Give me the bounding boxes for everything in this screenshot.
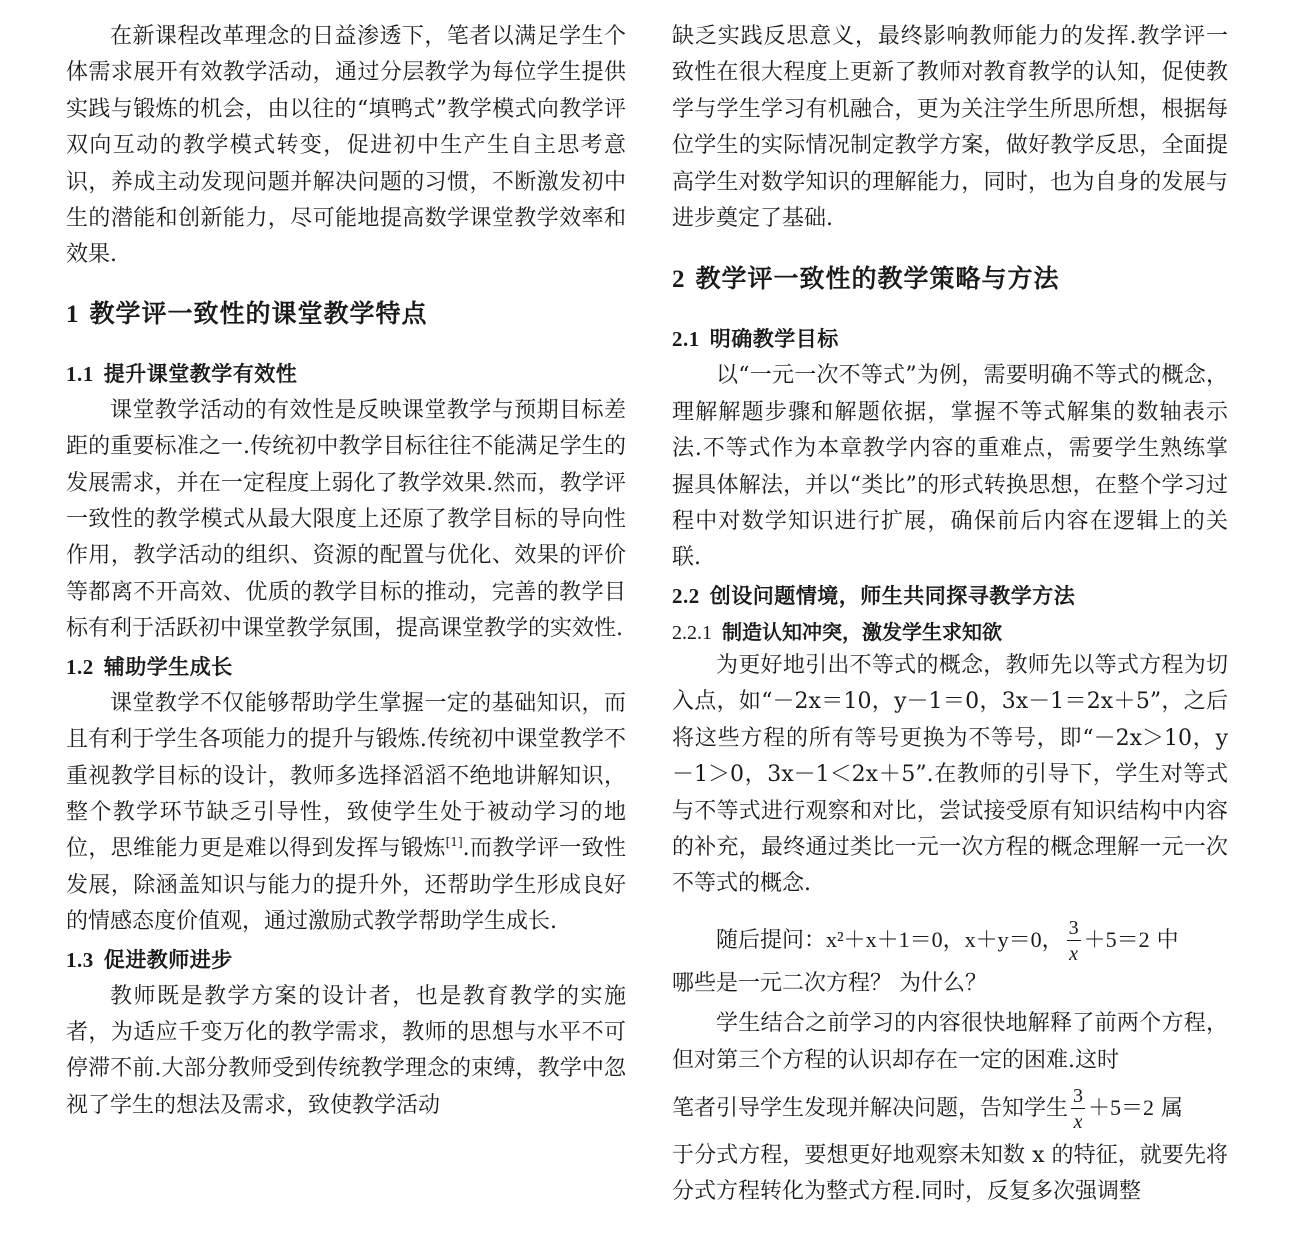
section-1-title: 教学评一致性的课堂教学特点: [89, 298, 428, 328]
conversion-paragraph: 于分式方程，要想更好地观察未知数 x 的特征，就要先将分式方程转化为整式方程.同时，反复多次强调整: [672, 1142, 1228, 1205]
question-equation-tail: ＋5＝2: [1083, 926, 1150, 952]
section-1-2-heading: [66, 652, 626, 682]
section-1-2-text-a: 课堂教学不仅能够帮助学生掌握一定的基础知识，而且有利于学生各项能力的提升与锻炼.传统初中课堂教学不重视教学目标的设计，教师多选择滔滔不绝地讲解知识，整个教学环节缺乏引导性，致使学生处于被动学习的地位，思维能力更是难以得到发挥与锻炼: [66, 690, 626, 862]
section-2-title: 教学评一致性的教学策略与方法: [695, 264, 1060, 294]
section-2-1-title: 明确教学目标: [709, 327, 839, 352]
question-paragraph: [672, 911, 1228, 970]
continued-paragraph: 缺乏实践反思意义，最终影响教师能力的发挥.教学评一致性在很大程度上更新了教师对教育教学的认知，促使教学与学生学习有机融合，更为关注学生所思所想，根据每位学生的实际情况制定教学方案，做好教学反思，全面提高学生对数学知识的理解能力，同时，也为自身的发展与进步奠定了基础.: [672, 24, 1228, 232]
section-1-number: 1: [66, 300, 80, 328]
fraction-denominator: x: [1069, 942, 1079, 965]
guidance-line: [672, 1079, 1228, 1138]
section-1-2-paragraph: [66, 686, 626, 941]
section-2-1-heading: [672, 324, 1228, 354]
guidance-lead: 笔者引导学生发现并解决问题，告知学生: [672, 1095, 1069, 1121]
fraction-denominator-2: x: [1073, 1110, 1083, 1133]
question-trailing: 中: [1149, 927, 1179, 953]
section-2-1-number: 2.1: [672, 327, 700, 352]
section-2-2-1-heading: [672, 617, 1228, 648]
section-2-heading: [672, 263, 1228, 296]
section-2-2-1-number: 2.2.1: [672, 621, 712, 644]
section-1-3-number: 1.3: [66, 947, 94, 972]
question-lead: 随后提问：: [716, 927, 827, 953]
fraction-numerator: 3: [1068, 916, 1079, 939]
section-1-1-title: 提升课堂教学有效性: [103, 361, 298, 386]
section-1-1-number: 1.1: [66, 361, 94, 386]
fraction-3-over-x: [1067, 917, 1081, 965]
student-paragraph: 学生结合之前学习的内容很快地解释了前两个方程，但对第三个方程的认识却存在一定的困难.这时: [672, 1011, 1228, 1073]
section-1-2-text-b: .而教学评一致性发展，除涵盖知识与能力的提升外，还帮助学生形成良好的情感态度价值观，通过激励式教学帮助学生成长.: [66, 836, 626, 935]
guidance-equation-tail: ＋5＝2: [1088, 1094, 1155, 1120]
section-2-number: 2: [672, 266, 686, 294]
section-1-heading: [66, 298, 626, 331]
section-1-3-heading: [66, 945, 626, 975]
question-line-2: 哪些是一元二次方程？ 为什么？: [672, 970, 987, 996]
question-equations: x²＋x＋1＝0，x＋y＝0，: [826, 926, 1064, 952]
left-column: [66, 0, 626, 1124]
fraction-3-over-x-2: [1071, 1085, 1085, 1133]
section-1-1-heading: [66, 359, 626, 389]
section-1-3-paragraph: 教师既是教学方案的设计者，也是教育教学的实施者，为适应千变万化的教学需求，教师的思想与水平不可停滞不前.大部分教师受到传统教学理念的束缚，教学中忽视了学生的想法及需求，致使教学活动: [66, 983, 626, 1118]
guidance-trailing: 属: [1154, 1095, 1184, 1121]
section-2-2-heading: [672, 581, 1228, 611]
section-2-2-1-paragraph: 为更好地引出不等式的概念，教师先以等式方程为切入点，如“－2x＝10，y－1＝0，3x－1＝2x＋5”，之后将这些方程的所有等号更换为不等号，即“－2x＞10，y－1＞0，3x－1＜2x＋5”.在教师的引导下，学生对等式与不等式进行观察和对比，尝试接受原有知识结构中内容的补充，最终通过类比一元一次方程的概念理解一元一次不等式的概念.: [672, 652, 1228, 897]
section-2-2-title: 创设问题情境，师生共同探寻教学方法: [709, 583, 1076, 608]
section-2-2-number: 2.2: [672, 583, 700, 608]
section-1-3-title: 促进教师进步: [103, 947, 233, 972]
fraction-numerator-2: 3: [1073, 1084, 1084, 1107]
right-column: [672, 0, 1228, 1211]
citation-ref: [1]: [445, 835, 463, 850]
section-1-2-title: 辅助学生成长: [103, 654, 233, 679]
section-1-1-paragraph: 课堂教学活动的有效性是反映课堂教学与预期目标差距的重要标准之一.传统初中教学目标往往不能满足学生的发展需求，并在一定程度上弱化了教学效果.然而，教学评一致性的教学模式从最大限度上还原了教学目标的导向性作用，教学活动的组织、资源的配置与优化、效果的评价等都离不开高效、优质的教学目标的推动，完善的教学目标有利于活跃初中课堂教学氛围，提高课堂教学的实效性.: [66, 397, 626, 642]
section-2-1-paragraph: 以“一元一次不等式”为例，需要明确不等式的概念，理解解题步骤和解题依据，掌握不等式解集的数轴表示法.不等式作为本章教学内容的重难点，需要学生熟练掌握具体解法，并以“类比”的形式转换思想，在整个学习过程中对数学知识进行扩展，确保前后内容在逻辑上的关联.: [672, 363, 1228, 571]
section-1-2-number: 1.2: [66, 654, 94, 679]
section-2-2-1-title: 制造认知冲突，激发学生求知欲: [722, 619, 1002, 644]
intro-paragraph: 在新课程改革理念的日益渗透下，笔者以满足学生个体需求展开有效教学活动，通过分层教学为每位学生提供实践与锻炼的机会，由以往的“填鸭式”教学模式向教学评双向互动的教学模式转变，促进初中生产生自主思考意识，养成主动发现问题并解决问题的习惯，不断激发初中生的潜能和创新能力，尽可能地提高数学课堂教学效率和效果.: [66, 24, 626, 268]
